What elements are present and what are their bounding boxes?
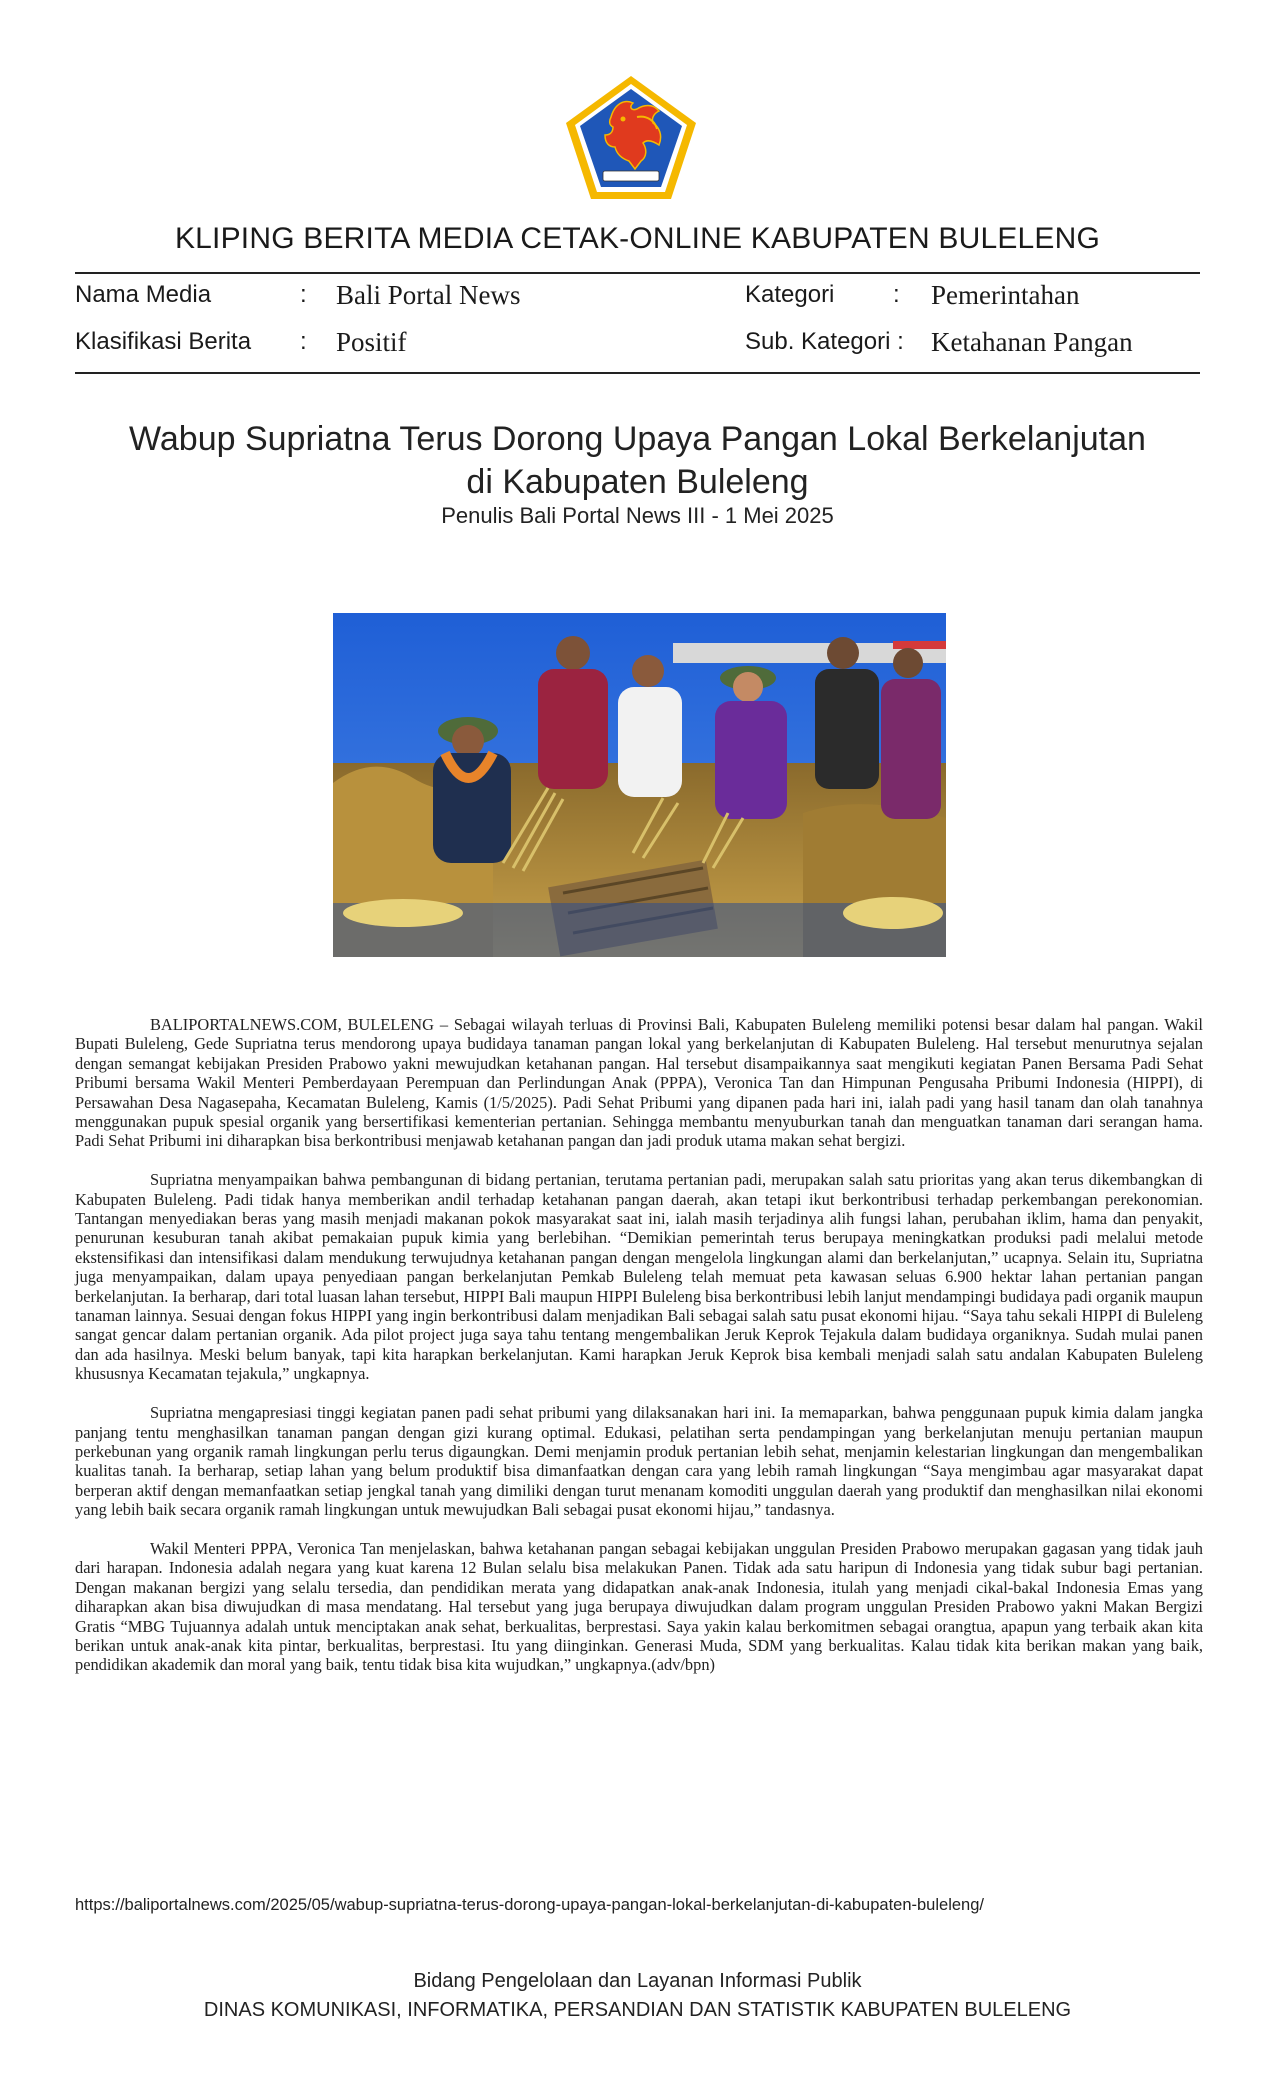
clipping-header-title: KLIPING BERITA MEDIA CETAK-ONLINE KABUPATEN BULELENG	[174, 222, 1101, 255]
kategori-colon: :	[893, 281, 900, 308]
meta-row-2	[75, 328, 1200, 368]
nama-media-colon: :	[300, 281, 307, 308]
klasifikasi-berita-colon: :	[300, 328, 307, 355]
sub-kategori-value: Ketahanan Pangan	[931, 327, 1133, 357]
footer-division: Bidang Pengelolaan dan Layanan Informasi Publik	[413, 1970, 862, 1992]
article-byline: Penulis Bali Portal News III - 1 Mei 2025	[441, 503, 834, 528]
nama-media-label: Nama Media	[75, 281, 212, 308]
klasifikasi-berita-value: Positif	[336, 327, 407, 357]
footer-agency: DINAS KOMUNIKASI, INFORMATIKA, PERSANDIAN DAN STATISTIK KABUPATEN BULELENG	[203, 1999, 1072, 2021]
kategori-value: Pemerintahan	[931, 280, 1080, 310]
buleleng-emblem-logo	[563, 73, 699, 203]
article-headline	[75, 418, 1200, 504]
kategori-label: Kategori	[745, 281, 835, 308]
headline-line-1: Wabup Supriatna Terus Dorong Upaya Pangan Lokal Berkelanjutan	[129, 420, 1146, 458]
article-paragraph-2: Supriatna menyampaikan bahwa pembangunan di bidang pertanian, terutama pertanian padi, merupakan salah satu prioritas yang akan terus dikembangkan di Kabupaten Buleleng. Padi tidak hanya memberikan andil terhadap ketahanan pangan daerah, akan tetapi ikut berkontribusi terhadap perkembangan perekonomian. Tantangan menyediakan beras yang masih menjadi makanan pokok masyarakat saat ini, ialah masih terjadinya alih fungsi lahan, perubahan iklim, hama dan penyakit, penurunan kesuburan tanah akibat pemakaian pupuk kimia yang berlebihan. “Demikian pemerintah terus berupaya meningkatkan produksi padi melalui metode ekstensifikasi dan intensifikasi dalam mendukung terwujudnya ketahanan pangan dengan mengelola lingkungan alami dan berkelanjutan,” ucapnya. Selain itu, Supriatna juga menyampaikan, dalam upaya penyediaan pangan berkelanjutan Pemkab Buleleng telah memuat peta kawasan seluas 6.900 hektar lahan pertanian pangan berkelanjutan. Ia berharap, dari total luasan lahan tersebut, HIPPI Bali maupun HIPPI Buleleng bisa berkontribusi lebih lanjut mendampingi budidaya padi organik maupun tanaman lainnya. Sesuai dengan fokus HIPPI yang ingin berkontribusi dalam menjadikan Bali sebagai salah satu pusat ekonomi hijau. “Saya tahu sekali HIPPI di Buleleng sangat gencar dalam pertanian organik. Ada pilot project juga saya tahu tentang mengembalikan Jeruk Keprok Tejakula dalam budidaya organiknya. Sudah mulai panen dan ada hasilnya. Meski belum banyak, tapi kita harapkan berkelanjutan. Kami harapkan Jeruk Keprok bisa kembali menjadi salah satu andalan Kabupaten Buleleng khususnya Kecamatan tejakula,” ungkapnya.	[75, 1170, 1203, 1384]
article-paragraph-1: BALIPORTALNEWS.COM, BULELENG – Sebagai wilayah terluas di Provinsi Bali, Kabupaten Buleleng memiliki potensi besar dalam hal pangan. Wakil Bupati Buleleng, Gede Supriatna terus mendorong upaya budidaya tanaman pangan lokal yang berkelanjutan di Kabupaten Buleleng. Hal tersebut menurutnya sejalan dengan semangat kebijakan Presiden Prabowo yakni mewujudkan ketahanan pangan. Hal tersebut disampaikannya saat mengikuti kegiatan Panen Bersama Padi Sehat Pribumi bersama Wakil Menteri Pemberdayaan Perempuan dan Perlindungan Anak (PPPA), Veronica Tan dan Himpunan Pengusaha Pribumi Indonesia (HIPPI), di Persawahan Desa Nagasepaha, Kecamatan Buleleng, Kamis (1/5/2025). Padi Sehat Pribumi yang dipanen pada hari ini, ialah padi yang hasil tanam dan olah tanahnya menggunakan pupuk spesial organik yang bersertifikasi kementerian pertanian. Sehingga membantu menyuburkan tanah dan menguatkan tanaman dari serangan hama. Padi Sehat Pribumi ini diharapkan bisa berkontribusi menjawab ketahanan pangan dan jadi produk utama makan sehat bergizi.	[75, 1015, 1203, 1151]
article-paragraph-3: Supriatna mengapresiasi tinggi kegiatan panen padi sehat pribumi yang dilaksanakan hari ini. Ia memaparkan, bahwa penggunaan pupuk kimia dalam jangka panjang tentu menghasilkan tanaman pangan dengan gizi kurang optimal. Edukasi, pelatihan serta pendampingan yang berkelanjutan menuju pertanian maupun perkebunan yang organik ramah lingkungan perlu terus digaungkan. Demi menjamin produk pertanian lebih sehat, menjamin kelestarian lingkungan dan mengembalikan kualitas tanah. Ia berharap, setiap lahan yang belum produktif bisa dimanfaatkan dengan cara yang lebih ramah lingkungan “Saya mengimbau agar masyarakat dapat berperan aktif dengan memanfaatkan setiap jengkal tanah yang dimiliki dengan turut menanam komoditi unggulan daerah yang produktif dan menghasilkan nilai ekonomi yang lebih baik secara organik ramah lingkungan untuk mewujudkan Bali sebagai pusat ekonomi hijau,” tandasnya.	[75, 1403, 1203, 1520]
article-photo	[333, 613, 946, 957]
source-url: https://baliportalnews.com/2025/05/wabup-supriatna-terus-dorong-upaya-pangan-lokal-berkelanjutan-di-kabupaten-buleleng/	[75, 1896, 984, 1914]
header-bottom-divider	[75, 372, 1200, 374]
article-body	[75, 1015, 1203, 1694]
article-paragraph-4: Wakil Menteri PPPA, Veronica Tan menjelaskan, bahwa ketahanan pangan sebagai kebijakan unggulan Presiden Prabowo merupakan gagasan yang tidak jauh dari harapan. Indonesia adalah negara yang kuat karena 12 Bulan selalu bisa melakukan Panen. Tidak ada satu haripun di Indonesia yang tidak subur bagi pertanian. Dengan makanan bergizi yang selalu tersedia, dan pendidikan merata yang didapatkan anak-anak Indonesia, itulah yang menjadi cikal-bakal Indonesia Emas yang diharapkan akan bisa diwujudkan di masa mendatang. Hal tersebut yang juga berupaya diwujudkan dalam program unggulan Presiden Prabowo yakni Makan Bergizi Gratis “MBG Tujuannya adalah untuk menciptakan anak sehat, berkualitas, berprestasi. Saya yakin kalau berkomitmen sebagai orangtua, apapun yang terbaik akan kita berikan untuk anak-anak kita pintar, berkualitas, berprestasi. Itu yang diinginkan. Generasi Muda, SDM yang berkualitas. Kalau tidak kita berikan makan yang baik, pendidikan akademik dan moral yang baik, tentu tidak bisa kita wujudkan,” ungkapnya.(adv/bpn)	[75, 1538, 1203, 1675]
sub-kategori-label: Sub. Kategori :	[745, 328, 904, 355]
header-top-divider	[75, 272, 1200, 274]
headline-line-2: di Kabupaten Buleleng	[466, 463, 809, 501]
nama-media-value: Bali Portal News	[336, 280, 521, 310]
meta-row-1	[75, 281, 1200, 321]
klasifikasi-berita-label: Klasifikasi Berita	[75, 328, 252, 355]
